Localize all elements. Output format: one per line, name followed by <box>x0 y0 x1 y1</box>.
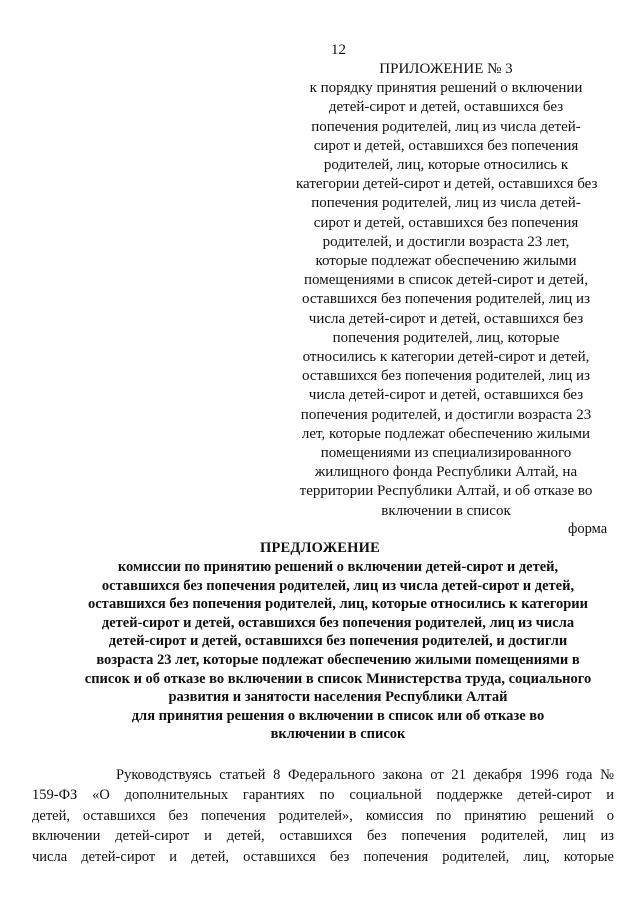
subtitle-line: для принятия решения о включении в список или об отказе во <box>131 707 545 724</box>
appendix-line: попечения родителей, лиц из числа детей- <box>311 118 581 135</box>
appendix-header <box>296 60 596 521</box>
appendix-line: сирот и детей, оставшихся без попечения <box>313 214 579 231</box>
document-title: ПРЕДЛОЖЕНИЕ <box>260 540 380 556</box>
appendix-line: лет, которые подлежат обеспечению жилыми <box>301 425 591 442</box>
appendix-line: к порядку принятия решений о включении <box>309 80 583 97</box>
subtitle-line: детей-сирот и детей, оставшихся без попечения родителей, лиц из числа <box>101 614 575 631</box>
body-line: Руководствуясь статьей 8 Федерального закона от 21 декабря 1996 года № <box>116 767 614 783</box>
subtitle-line: развития и занятости населения Республики Алтай <box>168 689 508 706</box>
appendix-line: попечения родителей, лиц, которые <box>332 329 560 346</box>
appendix-line: числа детей-сирот и детей, оставшихся без <box>308 310 584 327</box>
subtitle-line: комиссии по принятию решений о включении детей-сирот и детей, <box>117 559 559 575</box>
appendix-line: родителей, лиц, которые относились к <box>323 157 569 174</box>
appendix-line: сирот и детей, оставшихся без попечения <box>313 137 579 154</box>
subtitle-line: детей-сирот и детей, оставшихся без попечения родителей, и достигли <box>108 633 568 650</box>
appendix-line: числа детей-сирот и детей, оставшихся без <box>308 387 584 404</box>
appendix-line: помещениями из специализированного <box>320 445 572 462</box>
appendix-line: помещениями в список детей-сирот и детей, <box>304 272 588 289</box>
subtitle-line: список и об отказе во включении в список Министерства труда, социального <box>84 670 592 687</box>
appendix-line: попечения родителей, и достигли возраста 23 <box>300 406 592 423</box>
body-line: числа детей-сирот и детей, оставшихся без попечения родителей, лиц, которые <box>32 848 614 865</box>
page-number: 12 <box>331 42 346 58</box>
appendix-line: категории детей-сирот и детей, оставшихся без <box>296 176 598 193</box>
subtitle-line: оставшихся без попечения родителей, лиц из числа детей-сирот и детей, <box>101 577 575 594</box>
appendix-line: оставшихся без попечения родителей, лиц из <box>301 291 590 308</box>
appendix-title: ПРИЛОЖЕНИЕ № 3 <box>379 61 513 77</box>
appendix-line: оставшихся без попечения родителей, лиц из <box>301 368 590 385</box>
body-line: включении детей-сирот и детей, оставшихся без попечения родителей, лиц из <box>32 828 614 845</box>
appendix-line: родителей, и достигли возраста 23 лет, <box>322 233 570 250</box>
appendix-line: детей-сирот и детей, оставшихся без <box>328 99 564 116</box>
body-paragraph <box>32 765 614 867</box>
appendix-line: попечения родителей, лиц из числа детей- <box>311 195 581 212</box>
appendix-line: территории Республики Алтай, и об отказе во <box>299 483 593 500</box>
form-label: форма <box>568 521 608 537</box>
body-line: 159-ФЗ «О дополнительных гарантиях по социальной поддержке детей-сирот и <box>32 787 614 804</box>
appendix-line: жилищного фонда Республики Алтай, на <box>314 464 578 481</box>
appendix-line: включении в список <box>381 502 511 519</box>
appendix-line: относились к категории детей-сирот и детей, <box>302 349 590 366</box>
appendix-line: которые подлежат обеспечению жилыми <box>315 253 577 270</box>
body-line: детей, оставшихся без попечения родителей», комиссия по принятию решений о <box>32 807 614 824</box>
document-subtitle <box>58 558 618 744</box>
subtitle-line: возраста 23 лет, которые подлежат обеспечению жилыми помещениями в <box>96 651 580 668</box>
subtitle-line: включении в список <box>270 726 406 743</box>
subtitle-line: оставшихся без попечения родителей, лиц, которые относились к категории <box>87 596 589 613</box>
